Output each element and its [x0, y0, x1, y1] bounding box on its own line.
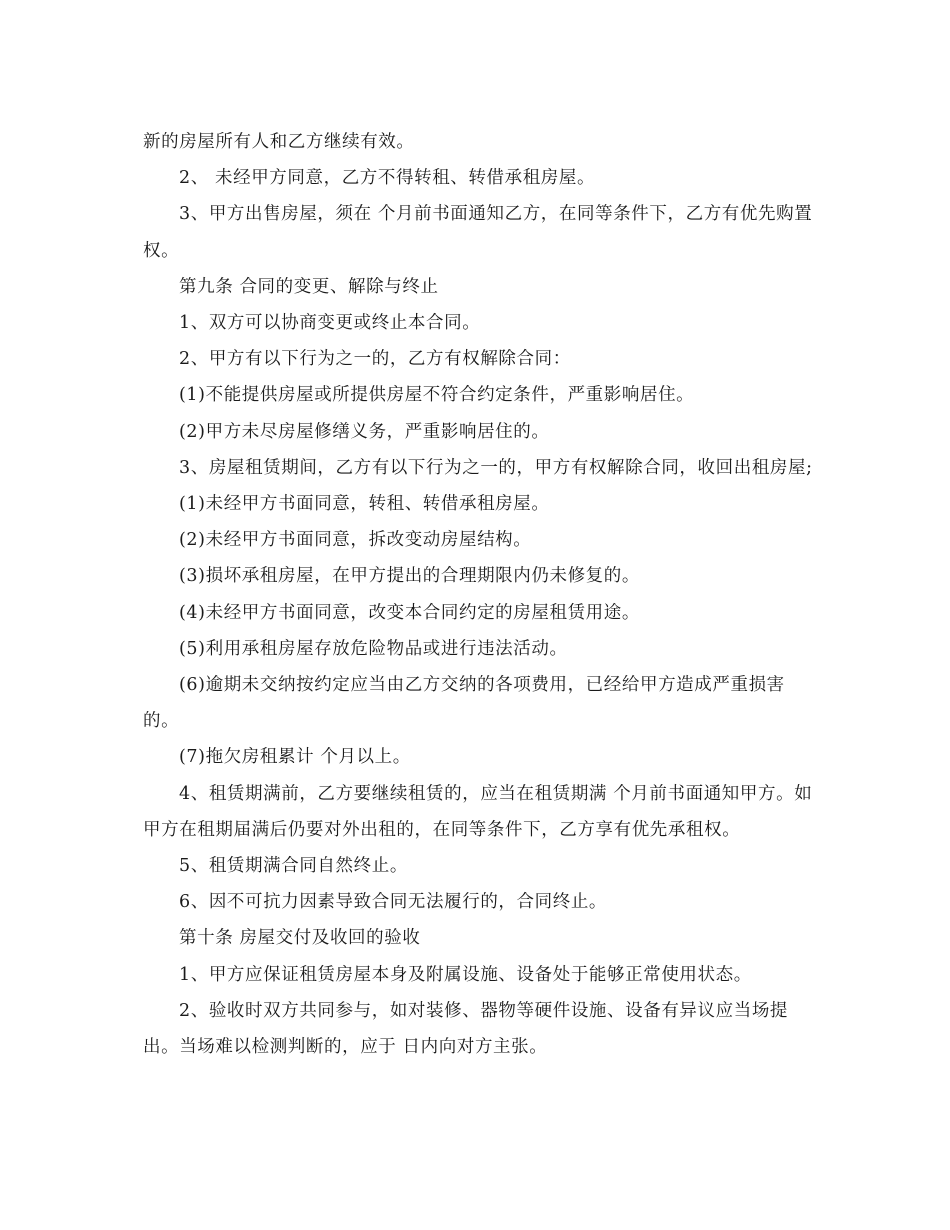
paragraph-clause-9-4: 4、租赁期满前，乙方要继续租赁的，应当在租赁期满 个月前书面通知甲方。如甲方在租期届满后仍要对外出租的，在同等条件下，乙方享有优先承租权。 [143, 783, 813, 840]
paragraph-clause-9-2: 2、甲方有以下行为之一的，乙方有权解除合同： [179, 349, 571, 370]
paragraph-clause-8-2: 2、 未经甲方同意，乙方不得转租、转借承租房屋。 [179, 168, 596, 189]
paragraph-clause-9-2-item-2: (2)甲方未尽房屋修缮义务，严重影响居住的。 [179, 421, 550, 442]
paragraph-clause-9-3-item-3: (3)损坏承租房屋，在甲方提出的合理期限内仍未修复的。 [179, 566, 640, 587]
paragraph-clause-9-3-item-5: (5)利用承租房屋存放危险物品或进行违法活动。 [179, 638, 568, 659]
paragraph-clause-9-6: 6、因不可抗力因素导致合同无法履行的，合同终止。 [179, 892, 608, 913]
paragraph-clause-9-5: 5、租赁期满合同自然终止。 [179, 856, 408, 877]
section-heading-article-9: 第九条 合同的变更、解除与终止 [179, 276, 439, 297]
document-body [143, 124, 815, 1065]
paragraph-continuation: 新的房屋所有人和乙方继续有效。 [143, 132, 415, 152]
paragraph-clause-9-3: 3、房屋租赁期间，乙方有以下行为之一的，甲方有权解除合同，收回出租房屋; [179, 457, 813, 478]
paragraph-clause-9-3-item-6: (6)逾期未交纳按约定应当由乙方交纳的各项费用，已经给甲方造成严重损害的。 [143, 675, 785, 732]
paragraph-clause-9-3-item-2: (2)未经甲方书面同意，拆改变动房屋结构。 [179, 530, 532, 551]
paragraph-clause-10-2: 2、验收时双方共同参与，如对装修、器物等硬件设施、设备有异议应当场提出。当场难以检测判断的，应于 日内向对方主张。 [143, 1000, 789, 1058]
paragraph-clause-8-3: 3、甲方出售房屋，须在 个月前书面通知乙方，在同等条件下，乙方有优先购置权。 [143, 204, 813, 261]
paragraph-clause-9-3-item-1: (1)未经甲方书面同意，转租、转借承租房屋。 [179, 494, 550, 515]
paragraph-clause-9-2-item-1: (1)不能提供房屋或所提供房屋不符合约定条件，严重影响居住。 [179, 385, 695, 406]
paragraph-clause-9-3-item-7: (7)拖欠房租累计 个月以上。 [179, 747, 411, 768]
section-heading-article-10: 第十条 房屋交付及收回的验收 [179, 928, 421, 949]
paragraph-clause-9-1: 1、双方可以协商变更或终止本合同。 [179, 313, 481, 334]
paragraph-clause-9-3-item-4: (4)未经甲方书面同意，改变本合同约定的房屋租赁用途。 [179, 602, 640, 623]
paragraph-clause-10-1: 1、甲方应保证租赁房屋本身及附属设施、设备处于能够正常使用状态。 [179, 964, 752, 985]
